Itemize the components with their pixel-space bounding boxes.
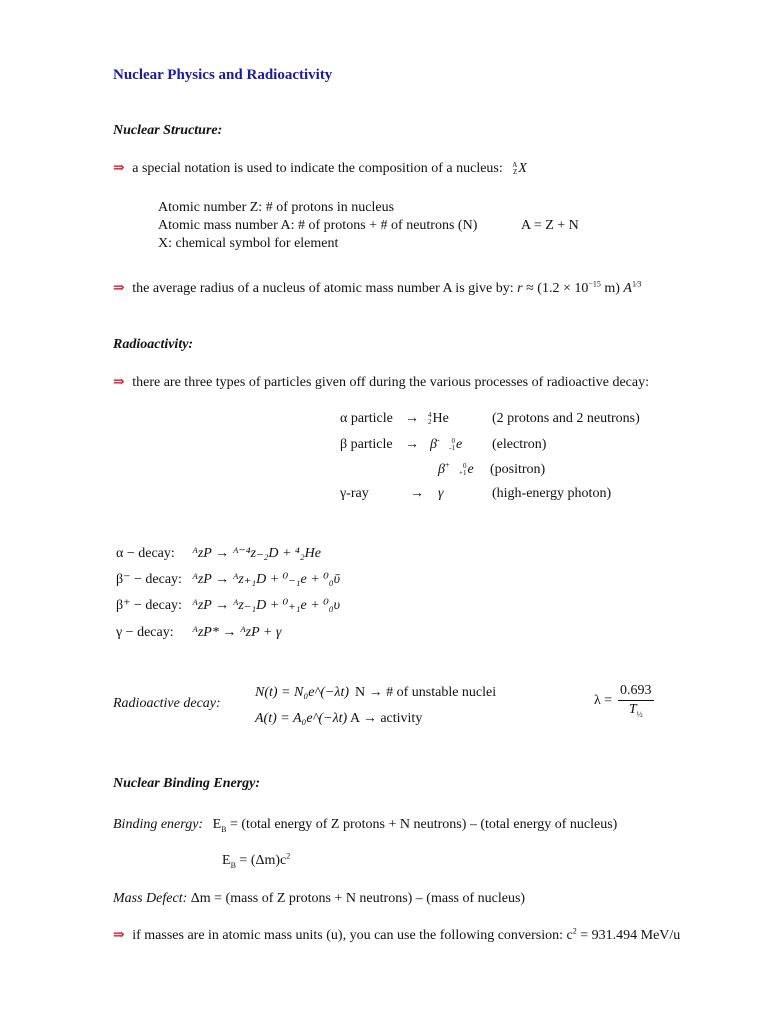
binding-energy-heading: Nuclear Binding Energy: — [113, 776, 261, 791]
conversion-value: = 931.494 MeV/u — [576, 928, 681, 943]
lambda-denominator: $T_{\frac{1}{2}}$ — [628, 702, 643, 719]
particle-alpha-arrow: → — [405, 411, 419, 426]
binding-energy-line: Binding energy: $E_B$ = (total energy of Z protons + N neutrons) – (total energy of nucleus) — [113, 817, 618, 834]
mass-defect-equation: Δm = (mass of Z protons + N neutrons) – (mass of nucleus) — [190, 891, 526, 906]
notation-text: a special notation is used to indicate the composition of a nucleus: — [132, 161, 503, 176]
particles-text: there are three types of particles given off during the various processes of radioactive decay: — [132, 375, 649, 390]
mass-relation: A = Z + N — [521, 218, 579, 233]
particle-beta-plus-desc: (positron) — [490, 462, 546, 477]
def-line-2: Atomic mass number A: # of protons + # of neutrons (N) — [158, 218, 478, 233]
particle-beta-name: β particle — [340, 437, 393, 452]
particles-point — [113, 374, 649, 392]
radius-A: A — [623, 281, 632, 296]
radius-r: r — [517, 281, 523, 296]
arrow-icon: ⇒ — [113, 928, 125, 943]
lambda-lhs: λ = — [594, 693, 613, 708]
radius-approx: ≈ — [526, 281, 534, 296]
arrow-icon: ⇒ — [113, 161, 125, 176]
A-equation: A(t) = A₀e^(−λt) — [255, 711, 348, 726]
beta-plus-decay-label: β⁺ − decay: — [116, 598, 182, 613]
mass-defect-line — [113, 890, 525, 908]
radioactive-decay-label: Radioactive decay: — [113, 696, 221, 711]
radioactivity-heading: Radioactivity: — [113, 337, 194, 352]
radius-exp: −15 — [588, 279, 601, 289]
beta-plus-decay-equation: ᴬzP → ᴬz₋₁D + ⁰₊₁e + ⁰₀υ — [192, 598, 341, 613]
conversion-point: ⇒ if masses are in atomic mass units (u), you can use the following conversion: $c^2 = 931.494$ MeV/u — [113, 926, 681, 943]
particle-gamma-name: γ-ray — [340, 486, 369, 501]
particle-alpha-symbol: 4 2 He — [428, 410, 449, 426]
page-title: Nuclear Physics and Radioactivity — [113, 67, 333, 83]
particle-beta-plus-symbol: β+ 0 +1 e — [438, 460, 474, 477]
particle-gamma-desc: (high-energy photon) — [492, 486, 612, 501]
alpha-decay-label: α − decay: — [116, 546, 175, 561]
N-description: N → # of unstable nuclei — [355, 685, 497, 700]
radius-unit: m) — [600, 281, 620, 296]
notation-point — [113, 160, 527, 178]
beta-minus-decay-label: β⁻ − decay: — [116, 572, 182, 587]
particle-beta-minus-desc: (electron) — [492, 437, 547, 452]
particle-beta-arrow: → — [405, 437, 419, 452]
nuclear-structure-heading: Nuclear Structure: — [113, 123, 223, 138]
binding-energy-label: Binding energy: — [113, 817, 204, 832]
gamma-decay-label: γ − decay: — [116, 625, 174, 640]
particle-gamma-symbol: γ — [438, 486, 444, 501]
def-line-1: Atomic number Z: # of protons in nucleus — [158, 200, 395, 215]
lambda-numerator: 0.693 — [618, 682, 654, 701]
gamma-decay-equation: ᴬzP* → ᴬzP + γ — [192, 625, 282, 640]
radius-pow: 1⁄3 — [631, 279, 642, 289]
radius-point — [113, 280, 641, 298]
lambda-fraction — [618, 682, 654, 719]
notation-X: X — [518, 161, 527, 176]
A-description: A → activity — [350, 711, 423, 726]
particle-gamma-arrow: → — [410, 486, 424, 501]
def-line-3: X: chemical symbol for element — [158, 236, 339, 251]
conversion-text: if masses are in atomic mass units (u), you can use the following conversion: c — [132, 928, 573, 943]
beta-minus-decay-equation: ᴬzP → ᴬz₊₁D + ⁰₋₁e + ⁰₀ῡ — [192, 572, 341, 587]
binding-energy-eq2-text: (Δm)c — [250, 853, 287, 868]
radius-text: the average radius of a nucleus of atomic mass number A is give by: — [132, 281, 514, 296]
notation-scripts — [512, 162, 517, 176]
binding-energy-equation: (total energy of Z protons + N neutrons) – (total energy of nucleus) — [241, 817, 618, 832]
alpha-decay-equation: ᴬzP → ᴬ⁻⁴z₋₂D + ⁴₂He — [192, 546, 321, 561]
arrow-icon: ⇒ — [113, 375, 125, 390]
particle-alpha-desc: (2 protons and 2 neutrons) — [492, 411, 640, 426]
notation-Z: Z — [513, 167, 518, 176]
particle-beta-minus-symbol: β- 0 -1 e — [430, 435, 463, 452]
radius-coef: (1.2 × 10 — [537, 281, 589, 296]
particle-alpha-name: α particle — [340, 411, 393, 426]
arrow-icon: ⇒ — [113, 281, 125, 296]
N-equation: N(t) = N₀e^(−λt) — [255, 685, 350, 700]
mass-defect-label: Mass Defect: — [113, 891, 188, 906]
notation-A: A — [512, 160, 518, 169]
binding-energy-eq2: $E_B = (\Delta m)c^2$ — [222, 851, 291, 870]
